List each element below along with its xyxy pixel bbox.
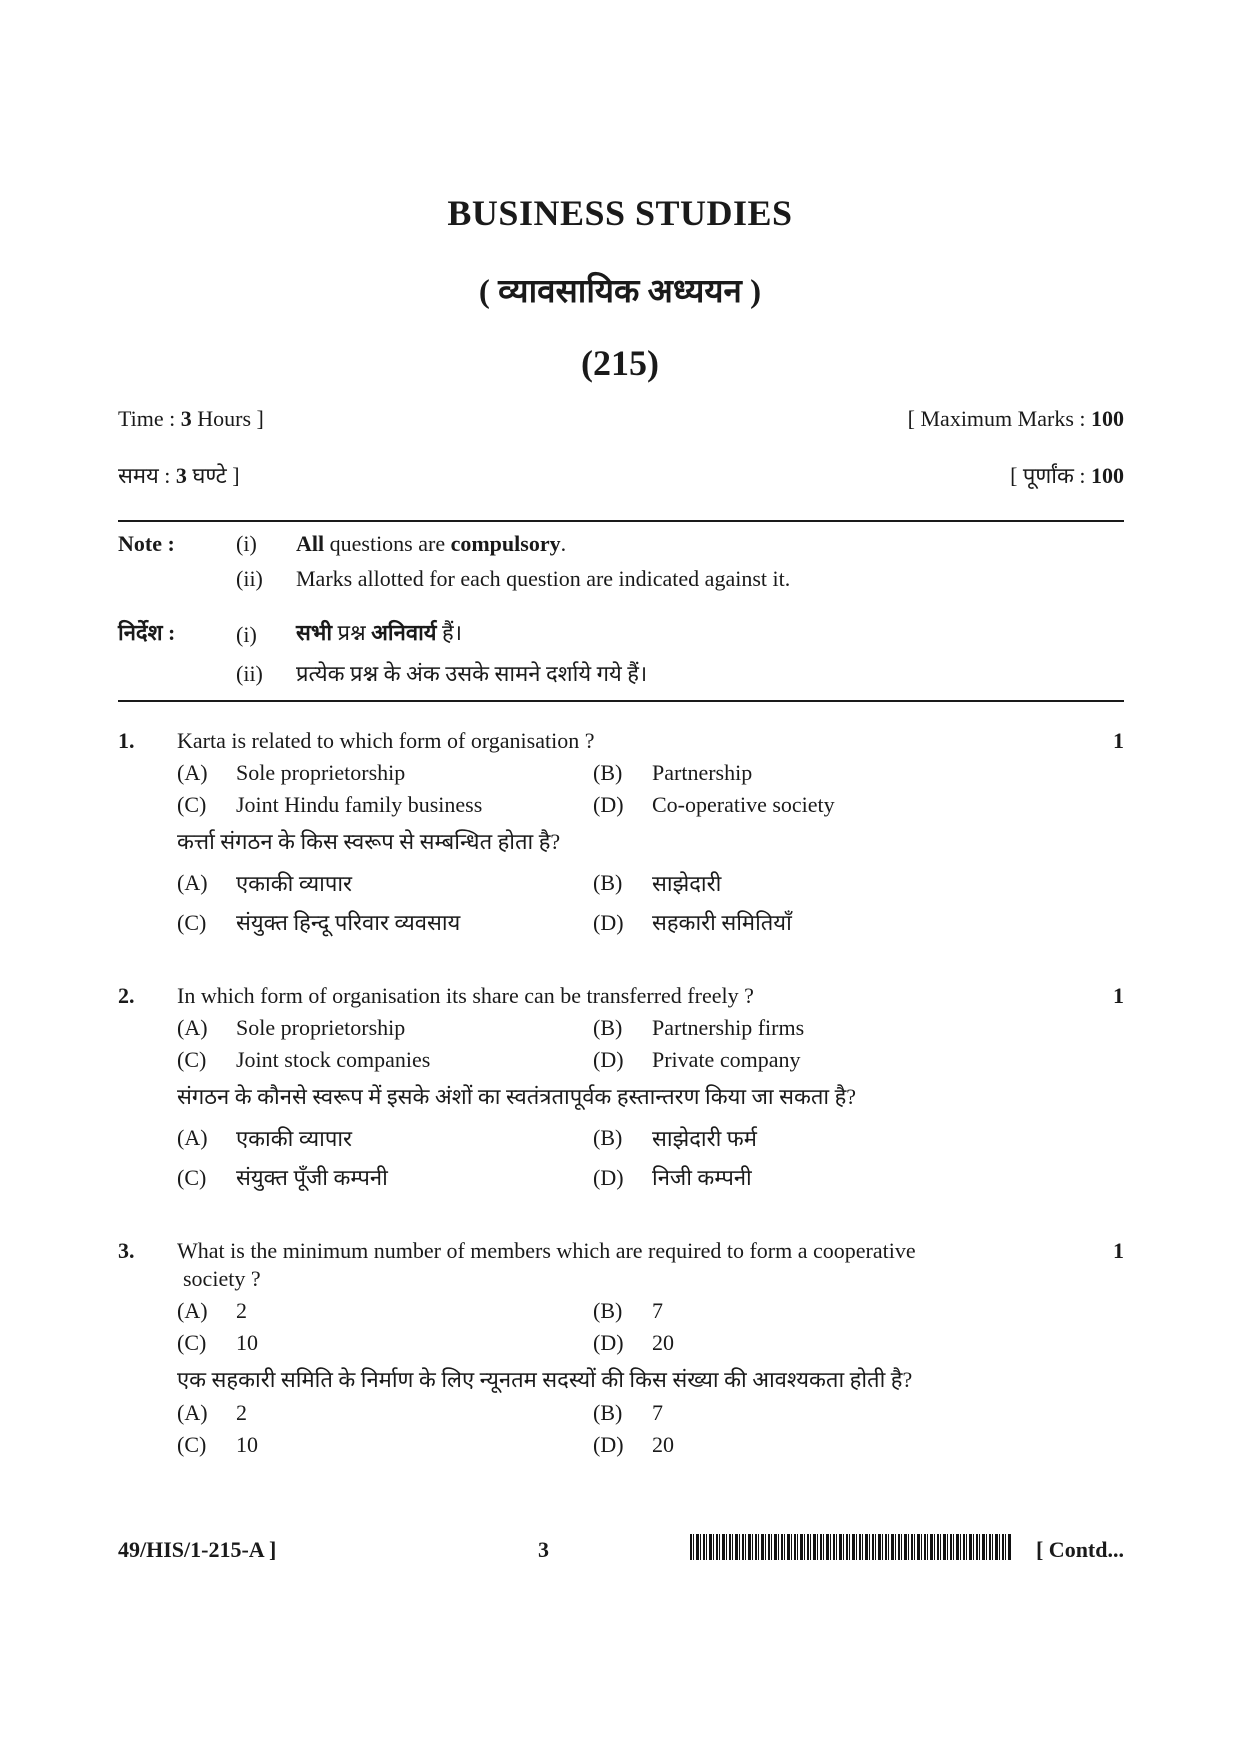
divider-note <box>118 700 1124 702</box>
option-b-english: Partnership firms <box>652 1015 805 1040</box>
option-d-hindi: 20 <box>652 1432 674 1457</box>
option-letter-a: (A) <box>177 1015 208 1040</box>
option-a-english: Sole proprietorship <box>236 760 406 785</box>
option-d-english: Co-operative society <box>652 792 835 817</box>
note-ii-english: (ii) <box>236 566 263 591</box>
question-text-english: In which form of organisation its share can be transferred freely ? <box>177 983 754 1008</box>
option-letter-a: (A) <box>177 1400 208 1425</box>
question-text-english: Karta is related to which form of organisation ? <box>177 728 595 753</box>
option-letter-d: (D) <box>593 1432 624 1457</box>
option-c-hindi: 10 <box>236 1432 258 1457</box>
footer-paper-code: 49/HIS/1-215-A ] <box>118 1537 277 1562</box>
page-number: 3 <box>538 1537 549 1562</box>
option-letter-a: (A) <box>177 760 208 785</box>
subject-code: (215) <box>581 343 659 383</box>
question-number: 2. <box>118 983 135 1008</box>
option-b-english: Partnership <box>652 760 753 785</box>
option-letter-b: (B) <box>593 1400 623 1425</box>
note-ii-hindi: (ii) <box>236 661 263 686</box>
question-text-english-line-1: What is the minimum number of members which are required to form a cooperative <box>177 1238 916 1263</box>
option-letter-d: (D) <box>593 910 624 935</box>
question-text-english-line-2: society ? <box>183 1266 261 1291</box>
option-letter-c: (C) <box>177 910 207 935</box>
option-d-hindi: निजी कम्पनी <box>652 1165 752 1190</box>
option-b-hindi: साझेदारी <box>652 871 722 896</box>
option-letter-d: (D) <box>593 1165 624 1190</box>
option-letter-b: (B) <box>593 870 623 895</box>
option-letter-a: (A) <box>177 1125 208 1150</box>
note-label-hindi: निर्देश : <box>118 620 176 645</box>
option-a-hindi: एकाकी व्यापार <box>236 1126 353 1151</box>
question-text-hindi: संगठन के कौनसे स्वरूप में इसके अंशों का स्वतंत्रतापूर्वक हस्तान्तरण किया जा सकता है? <box>177 1084 857 1109</box>
option-letter-c: (C) <box>177 1330 207 1355</box>
option-a-english: 2 <box>236 1298 247 1323</box>
barcode <box>690 1534 1012 1560</box>
note-2-english: Marks allotted for each question are indicated against it. <box>296 566 791 591</box>
option-letter-c: (C) <box>177 1047 207 1072</box>
option-c-english: Joint Hindu family business <box>236 792 483 817</box>
time-english: Time : 3 Hours ] <box>118 406 264 431</box>
option-d-english: 20 <box>652 1330 674 1355</box>
option-letter-a: (A) <box>177 870 208 895</box>
option-letter-d: (D) <box>593 792 624 817</box>
option-b-hindi: 7 <box>652 1400 663 1425</box>
divider-top <box>118 520 1124 522</box>
note-2-hindi: प्रत्येक प्रश्न के अंक उसके सामने दर्शाये गये हैं। <box>296 661 648 686</box>
option-d-english: Private company <box>652 1047 801 1072</box>
option-letter-b: (B) <box>593 1015 623 1040</box>
question-marks: 1 <box>1113 1238 1124 1263</box>
option-a-hindi: 2 <box>236 1400 247 1425</box>
option-c-english: 10 <box>236 1330 258 1355</box>
option-letter-b: (B) <box>593 1125 623 1150</box>
note-1-english: All questions are compulsory. <box>296 531 567 556</box>
max-marks-hindi: [ पूर्णांक : 100 <box>1010 463 1124 488</box>
question-text-hindi: कर्त्ता संगठन के किस स्वरूप से सम्बन्धित होता है? <box>177 829 561 854</box>
question-marks: 1 <box>1113 728 1124 753</box>
option-letter-b: (B) <box>593 1298 623 1323</box>
option-b-hindi: साझेदारी फर्म <box>652 1126 757 1151</box>
max-marks-english: [ Maximum Marks : 100 <box>907 406 1124 431</box>
question-marks: 1 <box>1113 983 1124 1008</box>
paper-title-hindi: ( व्यावसायिक अध्ययन ) <box>478 274 762 310</box>
option-letter-c: (C) <box>177 792 207 817</box>
note-label-english: Note : <box>118 531 175 556</box>
option-letter-d: (D) <box>593 1047 624 1072</box>
option-d-hindi: सहकारी समितियाँ <box>652 910 792 935</box>
question-number: 1. <box>118 728 135 753</box>
note-1-hindi: सभी प्रश्न अनिवार्य हैं। <box>296 620 463 645</box>
option-c-hindi: संयुक्त पूँजी कम्पनी <box>236 1165 388 1190</box>
option-c-hindi: संयुक्त हिन्दू परिवार व्यवसाय <box>236 910 461 935</box>
note-i-hindi: (i) <box>236 622 257 647</box>
option-c-english: Joint stock companies <box>236 1047 431 1072</box>
option-letter-a: (A) <box>177 1298 208 1323</box>
option-letter-b: (B) <box>593 760 623 785</box>
question-text-hindi: एक सहकारी समिति के निर्माण के लिए न्यूनतम सदस्यों की किस संख्या की आवश्यकता होती है? <box>177 1367 913 1392</box>
option-letter-c: (C) <box>177 1165 207 1190</box>
continued-label: [ Contd... <box>1035 1537 1124 1562</box>
question-number: 3. <box>118 1238 135 1263</box>
option-b-english: 7 <box>652 1298 663 1323</box>
note-i-english: (i) <box>236 531 257 556</box>
option-a-english: Sole proprietorship <box>236 1015 406 1040</box>
time-hindi: समय : 3 घण्टे ] <box>118 463 240 488</box>
option-a-hindi: एकाकी व्यापार <box>236 871 353 896</box>
paper-title-english: BUSINESS STUDIES <box>447 193 793 233</box>
option-letter-d: (D) <box>593 1330 624 1355</box>
option-letter-c: (C) <box>177 1432 207 1457</box>
